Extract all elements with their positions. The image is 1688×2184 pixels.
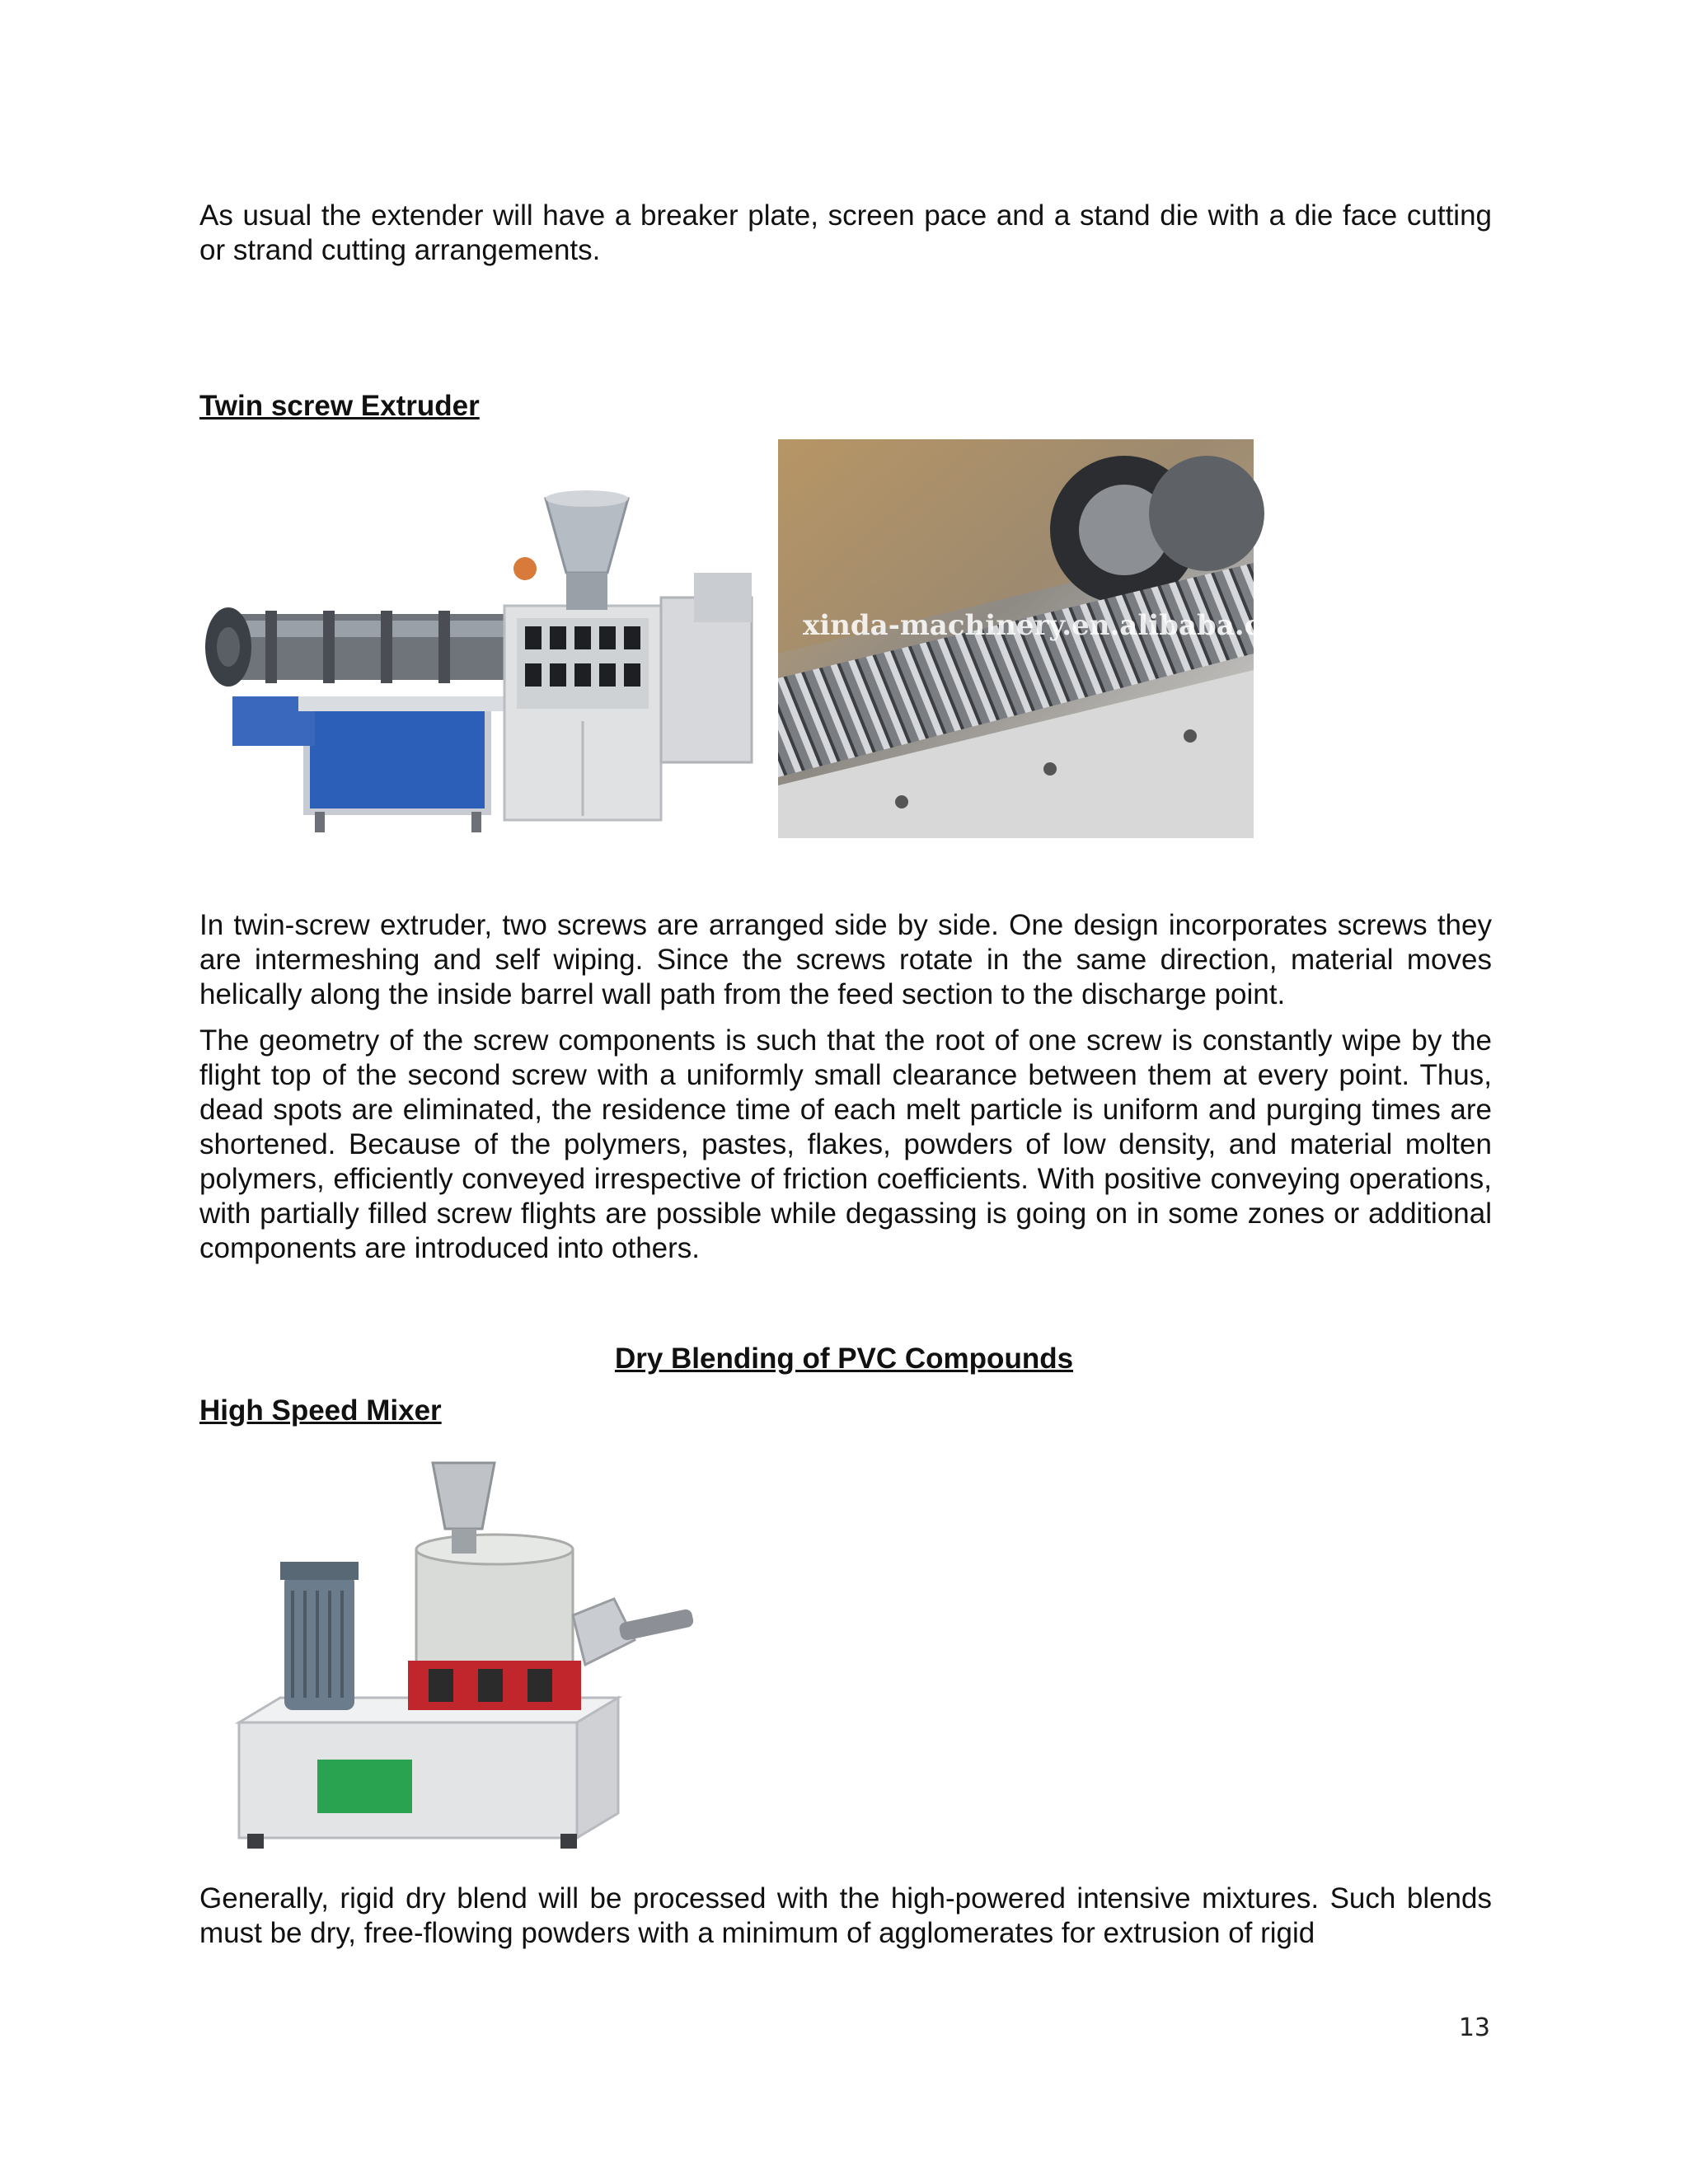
intro-paragraph: As usual the extender will have a breaker plate, screen pace and a stand die with a die face cutting or strand cutting arrangements. [199,199,1492,266]
twin-screw-closeup-image [778,439,1310,838]
image-watermark: xinda-machinery.en.alibaba.com [803,609,1310,642]
screw-closeup-illustration [778,439,1310,838]
twin-screw-paragraph-1: In twin-screw extruder, two screws are arranged side by side. One design incorporates screws they are intermeshing and self wiping. Since the screws rotate in the same direction, material moves helically along the inside barrel wall path from the feed section to the discharge point. [199,909,1492,1010]
dry-blending-heading: Dry Blending of PVC Compounds [614,1343,1074,1375]
intro-paragraph-block [199,199,1492,268]
twin-screw-text-block [199,908,1492,1266]
page-number: 13 [1458,2013,1490,2042]
twin-screw-paragraph-2: The geometry of the screw components is such that the root of one screw is constantly wipe by the flight top of the second screw with a uniformly small clearance between them at every point. Thus, dead spots are eliminated, the residence time of each melt particle is uniform and purging times are shortened. Because of the polymers, pastes, flakes, powders of low density, and material molten polymers, efficiently conveyed irrespective of friction coefficients. With positive conveying operations, with partially filled screw flights are possible while degassing is going on in some zones or additional components are introduced into others. [199,1024,1492,1264]
high-speed-mixer-heading: High Speed Mixer [199,1394,442,1427]
mixer-machine-illustration [231,1451,709,1854]
extruder-machine-illustration [199,449,768,837]
mixer-paragraph: Generally, rigid dry blend will be processed with the high-powered intensive mixtures. Such blends must be dry, free-flowing powders with a minimum of agglomerates for extrusion of rigid [199,1882,1492,1949]
twin-screw-heading: Twin screw Extruder [199,390,480,422]
high-speed-mixer-image [231,1451,709,1854]
mixer-text-block [199,1882,1492,1951]
twin-screw-extruder-image [199,449,768,837]
